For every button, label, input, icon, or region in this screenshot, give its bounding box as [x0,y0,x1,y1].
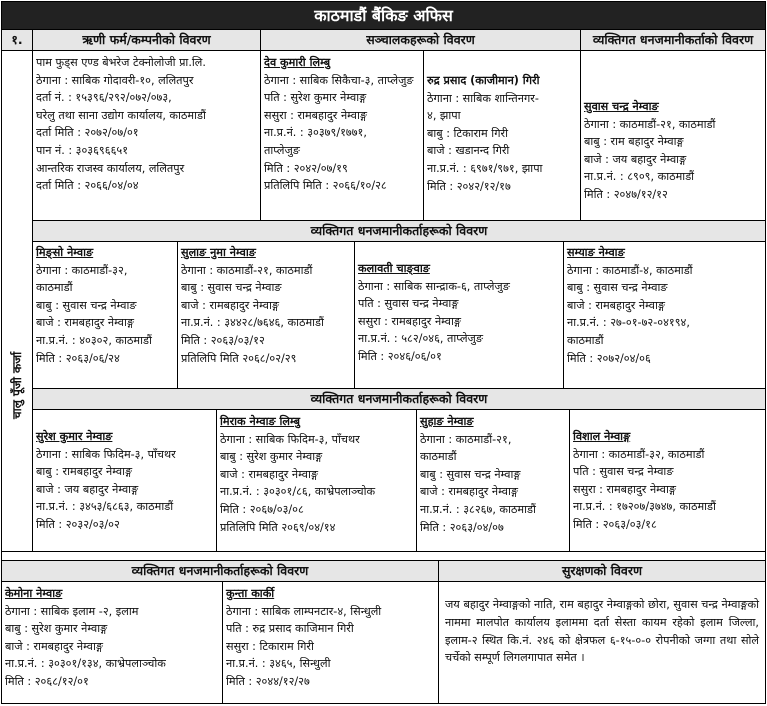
director-card [424,72,581,220]
detail-line: मिति : २०६८/१२/०१ [5,674,89,688]
detail-line: मिति : २०६३/०३/१२ [181,333,265,347]
detail-line: ठेगाना : साबिक इलाम -२, इलाम [5,604,139,618]
detail-line: ससुरा : रामबहादुर नेम्वाङ्ग [358,314,461,328]
guarantor-card [33,428,217,550]
detail-line: ससुरा : रामबहादुर नेम्वाङ्ग [573,482,676,496]
detail-line: ठेगाना : काठमाडौं-२१, [420,432,512,446]
director-card [261,54,424,220]
director-name: देव कुमारी लिम्बु [264,56,331,69]
guarantor-name: सुहाङ नेम्वाङ [420,415,474,428]
detail-line: ताप्लेजुङ [264,143,300,157]
guarantor-card [33,244,178,387]
detail-line: ठेगाना : साबिक फिदिम-३, पाँचथर [220,432,360,446]
guarantor-name: सुलाङ नुमा नेम्वाङ [181,246,256,259]
detail-line: ४, झापा [427,109,461,123]
guarantor-name: विशाल नेम्वाङ्ग [573,430,631,443]
detail-line: ना.प्र.नं. : ३४५३/६८६३, काठमाडौं [36,500,174,514]
detail-line: ना.प्र.नं. : २७-०१-७२-०४१९४, [567,316,690,330]
guarantor-card [2,585,223,703]
borrower-line: पान नं. : ३०३६९६६५१ [36,143,129,157]
detail-line: ठेगाना : साबिक शान्तिनगर- [427,91,539,105]
detail-line: बाबु : सुवास चन्द्र नेम्वाङ [36,298,137,312]
director-name: रुद्र प्रसाद (काजीमान) गिरी [427,74,540,87]
detail-line: बाजे : रामबहादुर नेम्वाङ्ग [420,485,518,499]
guarantor-name: मिराक नेम्वाङ लिम्बु [220,415,301,428]
loan-type-label: चालु पूँजी कर्जा [10,351,24,419]
detail-line: ना.प्र.नं. : ३८२६७, काठमाडौं [420,502,536,516]
detail-line: ठेगाना : काठमाडौं-३२, काठमाडौं [573,447,705,461]
detail-line: ठेगाना : साबिक सिकैचा-३, ताप्लेजुङ [264,73,414,87]
detail-line: ना.प्र.नं. : ८९०९, काठमाडौं [584,170,695,184]
detail-line: ससुरा : टिकाराम गिरी [226,639,314,653]
guarantors-header: व्यक्तिगत धनजमानीकर्ताहरूको विवरण [2,561,438,581]
detail-line: मिति : २०३२/०३/०२ [36,517,120,531]
detail-line: ना.प्र.नं. : ६९७१/९७१, झापा [427,161,543,175]
borrower-line: आन्तरिक राजस्व कार्यालय, ललितपुर [36,161,185,175]
detail-line: मिति : २०६७/०३/०८ [220,502,304,516]
borrower-details [33,54,261,220]
detail-line: ठेगाना : काठमाडौं-२१, काठमाडौं [181,263,313,277]
detail-line: ना.प्र.नं. : ३०३०१/८६, काभ्रेपलाञ्चोक [220,485,376,499]
guarantor-card [217,413,417,550]
detail-line: बाजे : रामबहादुर नेम्वाङ्ग [36,316,134,330]
detail-line: ठेगाना : साबिक फिदिम-३, पाँचथर [36,447,176,461]
detail-line: ना.प्र.नं. : ३०३०१/१३४, काभ्रेपलाञ्चोक [5,657,166,671]
page-title: काठमाडौं बैंकिङ अफिस [2,2,765,29]
guarantor-card [581,98,765,220]
guarantor-name: मिङ्सो नेम्वाङ [36,246,94,259]
detail-line: मिति : २०४६/०६/०१ [358,349,442,363]
detail-line: बाबु : सुरेश कुमार नेम्वाङ्ग [5,622,108,636]
detail-line: पति : सुवास चन्द्र नेम्वाङ [573,465,674,479]
detail-line: बाजे : रामबहादुर नेम्वाङ्ग [567,298,665,312]
detail-line: ना.प्र.नं. : ३४४२८/७६४६, काठमाडौं [181,316,324,330]
detail-line: पति : रुद्र प्रसाद काजिमान गिरी [226,622,354,636]
detail-line: ठेगाना : साबिक सान्द्राक-६, ताप्लेजुङ [358,279,510,293]
detail-line: ना.प्र.नं. : ५८२/०४६, ताप्लेजुङ [358,332,483,346]
guarantor-card [417,413,570,550]
borrower-header: ऋणी फर्म/कम्पनीको विवरण [33,30,260,50]
guarantor-card [178,244,355,387]
detail-line: ना.प्र.नं. : ३४६५, सिन्धुली [226,657,331,671]
guarantors-header: व्यक्तिगत धनजमानीकर्ताहरूको विवरण [33,389,765,409]
detail-line: काठमाडौं [567,333,604,347]
detail-line: प्रतिलिपि मिति : २०६६/१०/२८ [264,179,387,193]
detail-line: ना.प्र.नं. : ३०३७९/१७७१, [264,126,367,140]
detail-line: बाबु : टिकाराम गिरी [427,126,508,140]
detail-line: बाबु : राम बहादुर नेम्वाङ्ग [584,135,684,149]
detail-line: ना.प्र.नं. : ४०३०२, काठमाडौं [36,333,152,347]
detail-line: बाबु : सुरेश कुमार नेम्वाङ्ग [220,450,323,464]
detail-line: बाजे : रामबहादुर नेम्वाङ्ग [5,639,103,653]
detail-line: मिति : २०४२/१२/१७ [427,179,511,193]
borrower-line: दर्ता नं. : १५३९६/२९२/०७२/०७३, [36,91,172,105]
detail-line: बाबु : सुवास चन्द्र नेम्वाङ [567,281,668,295]
detail-line: काठमाडौं [420,450,457,464]
detail-line: काठमाडौं [36,281,73,295]
detail-line: मिति : २०४२/०७/१९ [264,161,348,175]
borrower-line: पाम फुड्स एण्ड बेभरेज टेक्नोलोजी प्रा.लि. [36,56,206,69]
guarantor-name: सुरेश कुमार नेम्वाङ [36,430,113,443]
borrower-line: दर्ता मिति : २०६६/०४/०४ [36,179,139,193]
guarantor-name: कलावती चाङ्वाङ [358,262,430,275]
guarantor-name: सुवास चन्द्र नेम्वाङ [584,100,659,113]
detail-line: बाबु : सुवास चन्द्र नेम्वाङ [181,281,282,295]
guarantors-header: व्यक्तिगत धनजमानीकर्ताहरूको विवरण [33,221,765,241]
detail-line: बाबु : रामबहादुर नेम्वाङ्ग [36,465,133,479]
guarantor-name: केमोना नेम्वाङ [5,587,63,600]
guarantor-card [223,585,438,703]
detail-line: प्रतिलिपि मिति २०६९/०४/१४ [220,520,336,534]
guarantor-card [570,428,765,550]
guarantor-card [564,244,765,387]
detail-line: पति : सुरेश कुमार नेम्वाङ्ग [264,91,367,105]
detail-line: पति : सुवास चन्द्र नेम्वाङ्ग [358,297,459,311]
directors-header: सञ्चालकहरूको विवरण [261,30,580,50]
detail-line: मिति : २०७२/०४/०६ [567,351,651,365]
detail-line: बाजे : जय बहादुर नेम्वाङ्ग [36,482,139,496]
collateral-header: सुरक्षणको विवरण [439,561,765,581]
guarantor-name: सम्याङ नेम्वाङ [567,246,625,259]
detail-line: बाबु : सुवास चन्द्र नेम्वाङ्ग [420,467,521,481]
detail-line: ठेगाना : साबिक लाम्पनटार-४, सिन्धुली [226,604,382,618]
borrower-line: दर्ता मिति : २०७२/०७/०१ [36,126,139,140]
detail-line: बाजे : रामबहादुर नेम्वाङ्ग [181,298,279,312]
detail-line: मिति : २०६३/०४/०७ [420,520,504,534]
guarantor-card [355,260,564,387]
auction-notice-table [1,1,766,704]
borrower-line: घरेलु तथा साना उद्योग कार्यालय, काठमाडौं [36,108,206,122]
detail-line: ससुरा : रामबहादुर नेम्वाङ्ग [264,108,367,122]
guarantor-name: कुन्ता कार्की [226,587,275,600]
serial-number: १. [2,30,32,50]
detail-line: बाजे : जय बहादुर नेम्वाङ्ग [584,152,687,166]
detail-line: बाजे : रामबहादुर नेम्वाङ्ग [220,467,318,481]
guarantor-header: व्यक्तिगत धनजमानीकर्ताको विवरण [581,30,765,50]
detail-line: ठेगाना : काठमाडौं-२१, काठमाडौं [584,117,716,131]
detail-line: ना.प्र.नं. : १७२०७/३७४७, काठमाडौं [573,500,716,514]
detail-line: मिति : २०६३/०३/१८ [573,517,657,531]
detail-line: मिति : २०४७/१२/१२ [584,187,668,201]
borrower-line: ठेगाना : साबिक गोदावरी-१०, ललितपुर [36,73,194,87]
detail-line: ठेगाना : काठमाडौं-४, काठमाडौं [567,263,693,277]
collateral-description: जय बहादुर नेम्वाङ्गको नाति, राम बहादुर नेम्वाङ्गको छोरा, सुवास चन्द्र नेम्वाङ्गको नाममा मालपोत कार्यालय इलाममा दर्ता सेस्ता कायम रहेको इलाम जिल्ला, इलाम-२ स्थित कि.नं. २४६ को क्षेत्रफल ६-१५-०-० रोपनीको जग्गा तथा सोले चर्चेको सम्पूर्ण लिगलगापात समेत । [445,598,759,665]
detail-line: मिति : २०४४/१२/२७ [226,674,310,688]
detail-line: बाजे : खडानन्द गिरी [427,144,510,158]
detail-line: मिति : २०६३/०६/२४ [36,351,120,365]
detail-line: प्रतिलिपि मिति २०६८/०२/२९ [181,351,297,365]
detail-line: ठेगाना : काठमाडौं-३२, [36,263,128,277]
